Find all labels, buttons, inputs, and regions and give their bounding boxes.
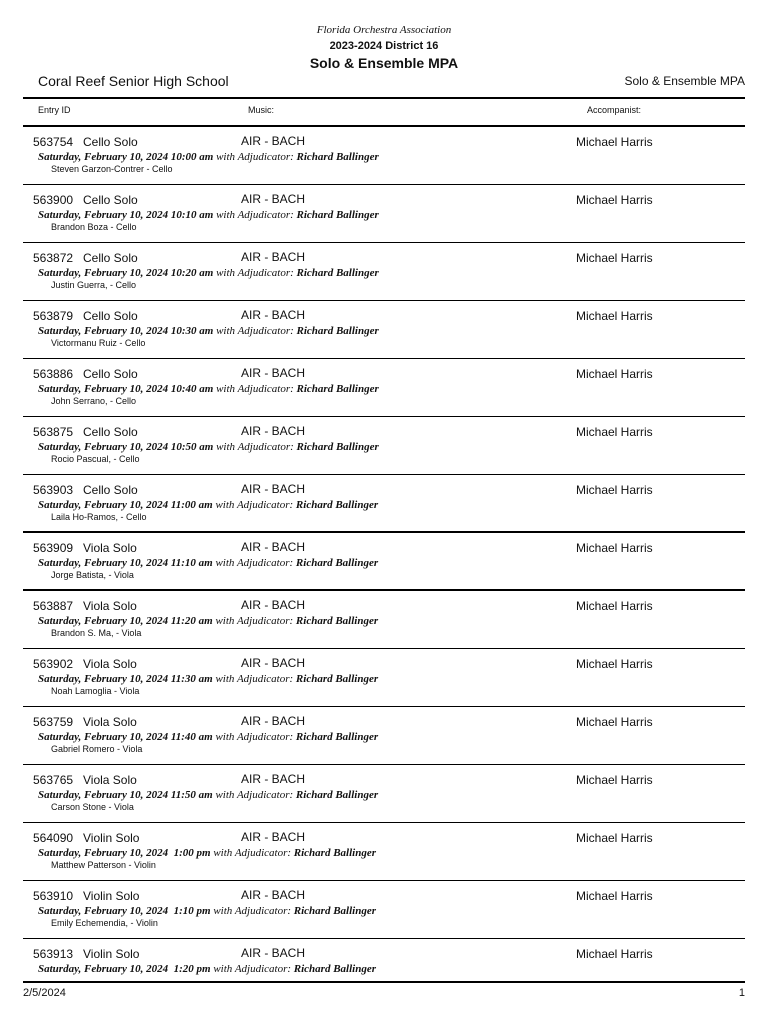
entry-schedule xyxy=(38,325,379,337)
table-row xyxy=(23,127,745,185)
table-row xyxy=(23,939,745,983)
adjudicator-label: with Adjudicator: xyxy=(216,151,294,163)
adjudicator-label: with Adjudicator: xyxy=(216,383,294,395)
entry-accompanist: Michael Harris xyxy=(576,657,653,671)
entry-type: Viola Solo xyxy=(83,773,137,787)
entry-music: AIR - BACH xyxy=(241,308,306,322)
schedule-time: 11:50 am xyxy=(170,789,213,801)
schedule-time: 11:00 am xyxy=(170,499,213,511)
entry-student: Carson Stone - Viola xyxy=(51,802,134,812)
schedule-date: Saturday, February 10, 2024 xyxy=(38,673,169,685)
schedule-time: 10:30 am xyxy=(170,325,214,337)
entry-student: Rocio Pascual, - Cello xyxy=(51,454,140,464)
entry-accompanist: Michael Harris xyxy=(576,251,653,265)
entry-accompanist: Michael Harris xyxy=(576,425,653,439)
schedule-date: Saturday, February 10, 2024 xyxy=(38,499,169,511)
adjudicator-name: Richard Ballinger xyxy=(295,731,379,743)
entry-music: AIR - BACH xyxy=(241,714,306,728)
entry-accompanist: Michael Harris xyxy=(576,889,653,903)
adjudicator-label: with Adjudicator: xyxy=(215,615,294,627)
entry-accompanist: Michael Harris xyxy=(576,483,653,497)
entry-student: Steven Garzon-Contrer - Cello xyxy=(51,164,173,174)
entry-accompanist: Michael Harris xyxy=(576,367,653,381)
col-header-entry-id: Entry ID xyxy=(38,105,71,115)
entry-music: AIR - BACH xyxy=(241,830,306,844)
table-row xyxy=(23,475,745,533)
schedule-date: Saturday, February 10, 2024 xyxy=(38,151,169,163)
entry-student: Matthew Patterson - Violin xyxy=(51,860,156,870)
entry-student: Laila Ho-Ramos, - Cello xyxy=(51,512,147,522)
page-number: 1 xyxy=(738,987,745,999)
adjudicator-name: Richard Ballinger xyxy=(296,209,379,221)
entry-id: 563910 xyxy=(33,889,74,903)
entry-student: Justin Guerra, - Cello xyxy=(51,280,137,290)
entry-student: Jorge Batista, - Viola xyxy=(51,570,134,580)
entry-id: 563875 xyxy=(33,425,74,439)
entry-accompanist: Michael Harris xyxy=(576,773,653,787)
entry-schedule xyxy=(38,615,378,627)
table-row xyxy=(23,707,745,765)
entry-student: Emily Echemendia, - Violin xyxy=(51,918,158,928)
entry-id: 563900 xyxy=(33,193,74,207)
entry-music: AIR - BACH xyxy=(241,250,306,264)
table-row xyxy=(23,417,745,475)
schedule-date: Saturday, February 10, 2024 xyxy=(38,557,169,569)
school-name: Coral Reef Senior High School xyxy=(38,73,229,89)
entry-schedule xyxy=(38,963,376,975)
entry-schedule xyxy=(38,499,378,511)
adjudicator-name: Richard Ballinger xyxy=(293,847,376,859)
entry-accompanist: Michael Harris xyxy=(576,599,653,613)
adjudicator-label: with Adjudicator: xyxy=(216,441,294,453)
entry-schedule xyxy=(38,383,379,395)
adjudicator-label: with Adjudicator: xyxy=(216,209,294,221)
entry-accompanist: Michael Harris xyxy=(576,947,653,961)
adjudicator-label: with Adjudicator: xyxy=(216,325,294,337)
entry-type: Cello Solo xyxy=(83,483,138,497)
schedule-date: Saturday, February 10, 2024 xyxy=(38,615,169,627)
entry-id: 564090 xyxy=(33,831,74,845)
adjudicator-name: Richard Ballinger xyxy=(295,673,379,685)
schedule-time: 10:20 am xyxy=(170,267,214,279)
schedule-date: Saturday, February 10, 2024 xyxy=(38,383,169,395)
entry-type: Cello Solo xyxy=(83,251,138,265)
adjudicator-label: with Adjudicator: xyxy=(215,789,294,801)
entry-music: AIR - BACH xyxy=(241,424,306,438)
entry-schedule xyxy=(38,151,379,163)
entry-student: Brandon S. Ma, - Viola xyxy=(51,628,142,638)
entry-student: Brandon Boza - Cello xyxy=(51,222,137,232)
entry-music: AIR - BACH xyxy=(241,366,306,380)
entry-type: Viola Solo xyxy=(83,599,137,613)
adjudicator-label: with Adjudicator: xyxy=(215,731,294,743)
entry-id: 563759 xyxy=(33,715,74,729)
adjudicator-label: with Adjudicator: xyxy=(213,963,292,975)
entry-schedule xyxy=(38,905,376,917)
adjudicator-label: with Adjudicator: xyxy=(215,557,294,569)
entry-schedule xyxy=(38,673,378,685)
schedule-time: 1:00 pm xyxy=(170,847,211,859)
table-row xyxy=(23,649,745,707)
entry-id: 563887 xyxy=(33,599,74,613)
adjudicator-name: Richard Ballinger xyxy=(293,963,376,975)
schedule-time: 11:40 am xyxy=(170,731,213,743)
schedule-date: Saturday, February 10, 2024 xyxy=(38,789,169,801)
entries-list xyxy=(23,127,745,983)
adjudicator-label: with Adjudicator: xyxy=(213,847,292,859)
entry-accompanist: Michael Harris xyxy=(576,715,653,729)
entry-id: 563754 xyxy=(33,135,74,149)
table-row xyxy=(23,881,745,939)
entry-student: Noah Lamoglia - Viola xyxy=(51,686,140,696)
schedule-date: Saturday, February 10, 2024 xyxy=(38,847,169,859)
entry-schedule xyxy=(38,557,378,569)
schedule-date: Saturday, February 10, 2024 xyxy=(38,963,169,975)
schedule-date: Saturday, February 10, 2024 xyxy=(38,267,169,279)
entry-id: 563913 xyxy=(33,947,74,961)
entry-type: Violin Solo xyxy=(83,831,140,845)
entry-id: 563909 xyxy=(33,541,74,555)
entry-accompanist: Michael Harris xyxy=(576,309,653,323)
entry-schedule xyxy=(38,731,378,743)
table-row xyxy=(23,301,745,359)
adjudicator-label: with Adjudicator: xyxy=(216,267,294,279)
adjudicator-label: with Adjudicator: xyxy=(213,905,292,917)
col-header-accompanist: Accompanist: xyxy=(587,105,642,115)
org-name: Florida Orchestra Association xyxy=(316,24,452,36)
adjudicator-name: Richard Ballinger xyxy=(296,151,379,163)
district-label: 2023-2024 District 16 xyxy=(329,40,439,52)
entry-music: AIR - BACH xyxy=(241,772,306,786)
entry-schedule xyxy=(38,267,379,279)
entry-type: Cello Solo xyxy=(83,309,138,323)
event-label: Solo & Ensemble MPA xyxy=(624,74,745,88)
adjudicator-name: Richard Ballinger xyxy=(293,905,376,917)
schedule-date: Saturday, February 10, 2024 xyxy=(38,325,169,337)
schedule-time: 10:40 am xyxy=(170,383,214,395)
entry-accompanist: Michael Harris xyxy=(576,193,653,207)
table-row xyxy=(23,243,745,301)
table-row xyxy=(23,359,745,417)
entry-student: Gabriel Romero - Viola xyxy=(51,744,143,754)
entry-accompanist: Michael Harris xyxy=(576,135,653,149)
schedule-date: Saturday, February 10, 2024 xyxy=(38,905,169,917)
entry-id: 563903 xyxy=(33,483,74,497)
entry-music: AIR - BACH xyxy=(241,946,306,960)
schedule-time: 11:20 am xyxy=(170,615,213,627)
entry-music: AIR - BACH xyxy=(241,134,306,148)
entry-accompanist: Michael Harris xyxy=(576,831,653,845)
entry-type: Viola Solo xyxy=(83,657,137,671)
entry-type: Viola Solo xyxy=(83,715,137,729)
table-row xyxy=(23,765,745,823)
table-row xyxy=(23,591,745,649)
entry-type: Cello Solo xyxy=(83,425,138,439)
entry-music: AIR - BACH xyxy=(241,598,306,612)
entry-music: AIR - BACH xyxy=(241,482,306,496)
adjudicator-name: Richard Ballinger xyxy=(295,789,379,801)
table-row xyxy=(23,533,745,591)
col-header-music: Music: xyxy=(248,105,275,115)
adjudicator-name: Richard Ballinger xyxy=(296,325,379,337)
entry-type: Cello Solo xyxy=(83,135,138,149)
entry-accompanist: Michael Harris xyxy=(576,541,653,555)
entry-id: 563902 xyxy=(33,657,74,671)
schedule-date: Saturday, February 10, 2024 xyxy=(38,441,169,453)
entry-id: 563872 xyxy=(33,251,74,265)
schedule-time: 1:20 pm xyxy=(170,963,211,975)
schedule-time: 10:50 am xyxy=(170,441,214,453)
adjudicator-name: Richard Ballinger xyxy=(295,499,379,511)
entry-music: AIR - BACH xyxy=(241,540,306,554)
entry-music: AIR - BACH xyxy=(241,888,306,902)
adjudicator-label: with Adjudicator: xyxy=(215,673,294,685)
entry-type: Viola Solo xyxy=(83,541,137,555)
entry-student: Victormanu Ruiz - Cello xyxy=(51,338,146,348)
report-title: Solo & Ensemble MPA xyxy=(309,55,459,71)
schedule-time: 10:10 am xyxy=(170,209,214,221)
entry-id: 563879 xyxy=(33,309,74,323)
entry-music: AIR - BACH xyxy=(241,656,306,670)
adjudicator-label: with Adjudicator: xyxy=(215,499,294,511)
entry-schedule xyxy=(38,847,376,859)
entry-type: Cello Solo xyxy=(83,367,138,381)
entry-schedule xyxy=(38,441,379,453)
schedule-date: Saturday, February 10, 2024 xyxy=(38,209,169,221)
schedule-time: 10:00 am xyxy=(170,151,214,163)
schedule-date: Saturday, February 10, 2024 xyxy=(38,731,169,743)
entry-music: AIR - BACH xyxy=(241,192,306,206)
footer-date: 2/5/2024 xyxy=(23,987,66,999)
schedule-time: 11:30 am xyxy=(170,673,213,685)
entry-student: John Serrano, - Cello xyxy=(51,396,137,406)
adjudicator-name: Richard Ballinger xyxy=(296,383,379,395)
table-row xyxy=(23,185,745,243)
entry-type: Violin Solo xyxy=(83,889,140,903)
adjudicator-name: Richard Ballinger xyxy=(295,557,379,569)
schedule-time: 11:10 am xyxy=(170,557,213,569)
entry-schedule xyxy=(38,209,379,221)
entry-id: 563886 xyxy=(33,367,74,381)
entry-id: 563765 xyxy=(33,773,74,787)
header-rule-top xyxy=(23,97,745,99)
adjudicator-name: Richard Ballinger xyxy=(296,441,379,453)
schedule-time: 1:10 pm xyxy=(170,905,211,917)
table-row xyxy=(23,823,745,881)
entry-schedule xyxy=(38,789,378,801)
entry-type: Cello Solo xyxy=(83,193,138,207)
entry-type: Violin Solo xyxy=(83,947,140,961)
adjudicator-name: Richard Ballinger xyxy=(296,267,379,279)
adjudicator-name: Richard Ballinger xyxy=(295,615,379,627)
